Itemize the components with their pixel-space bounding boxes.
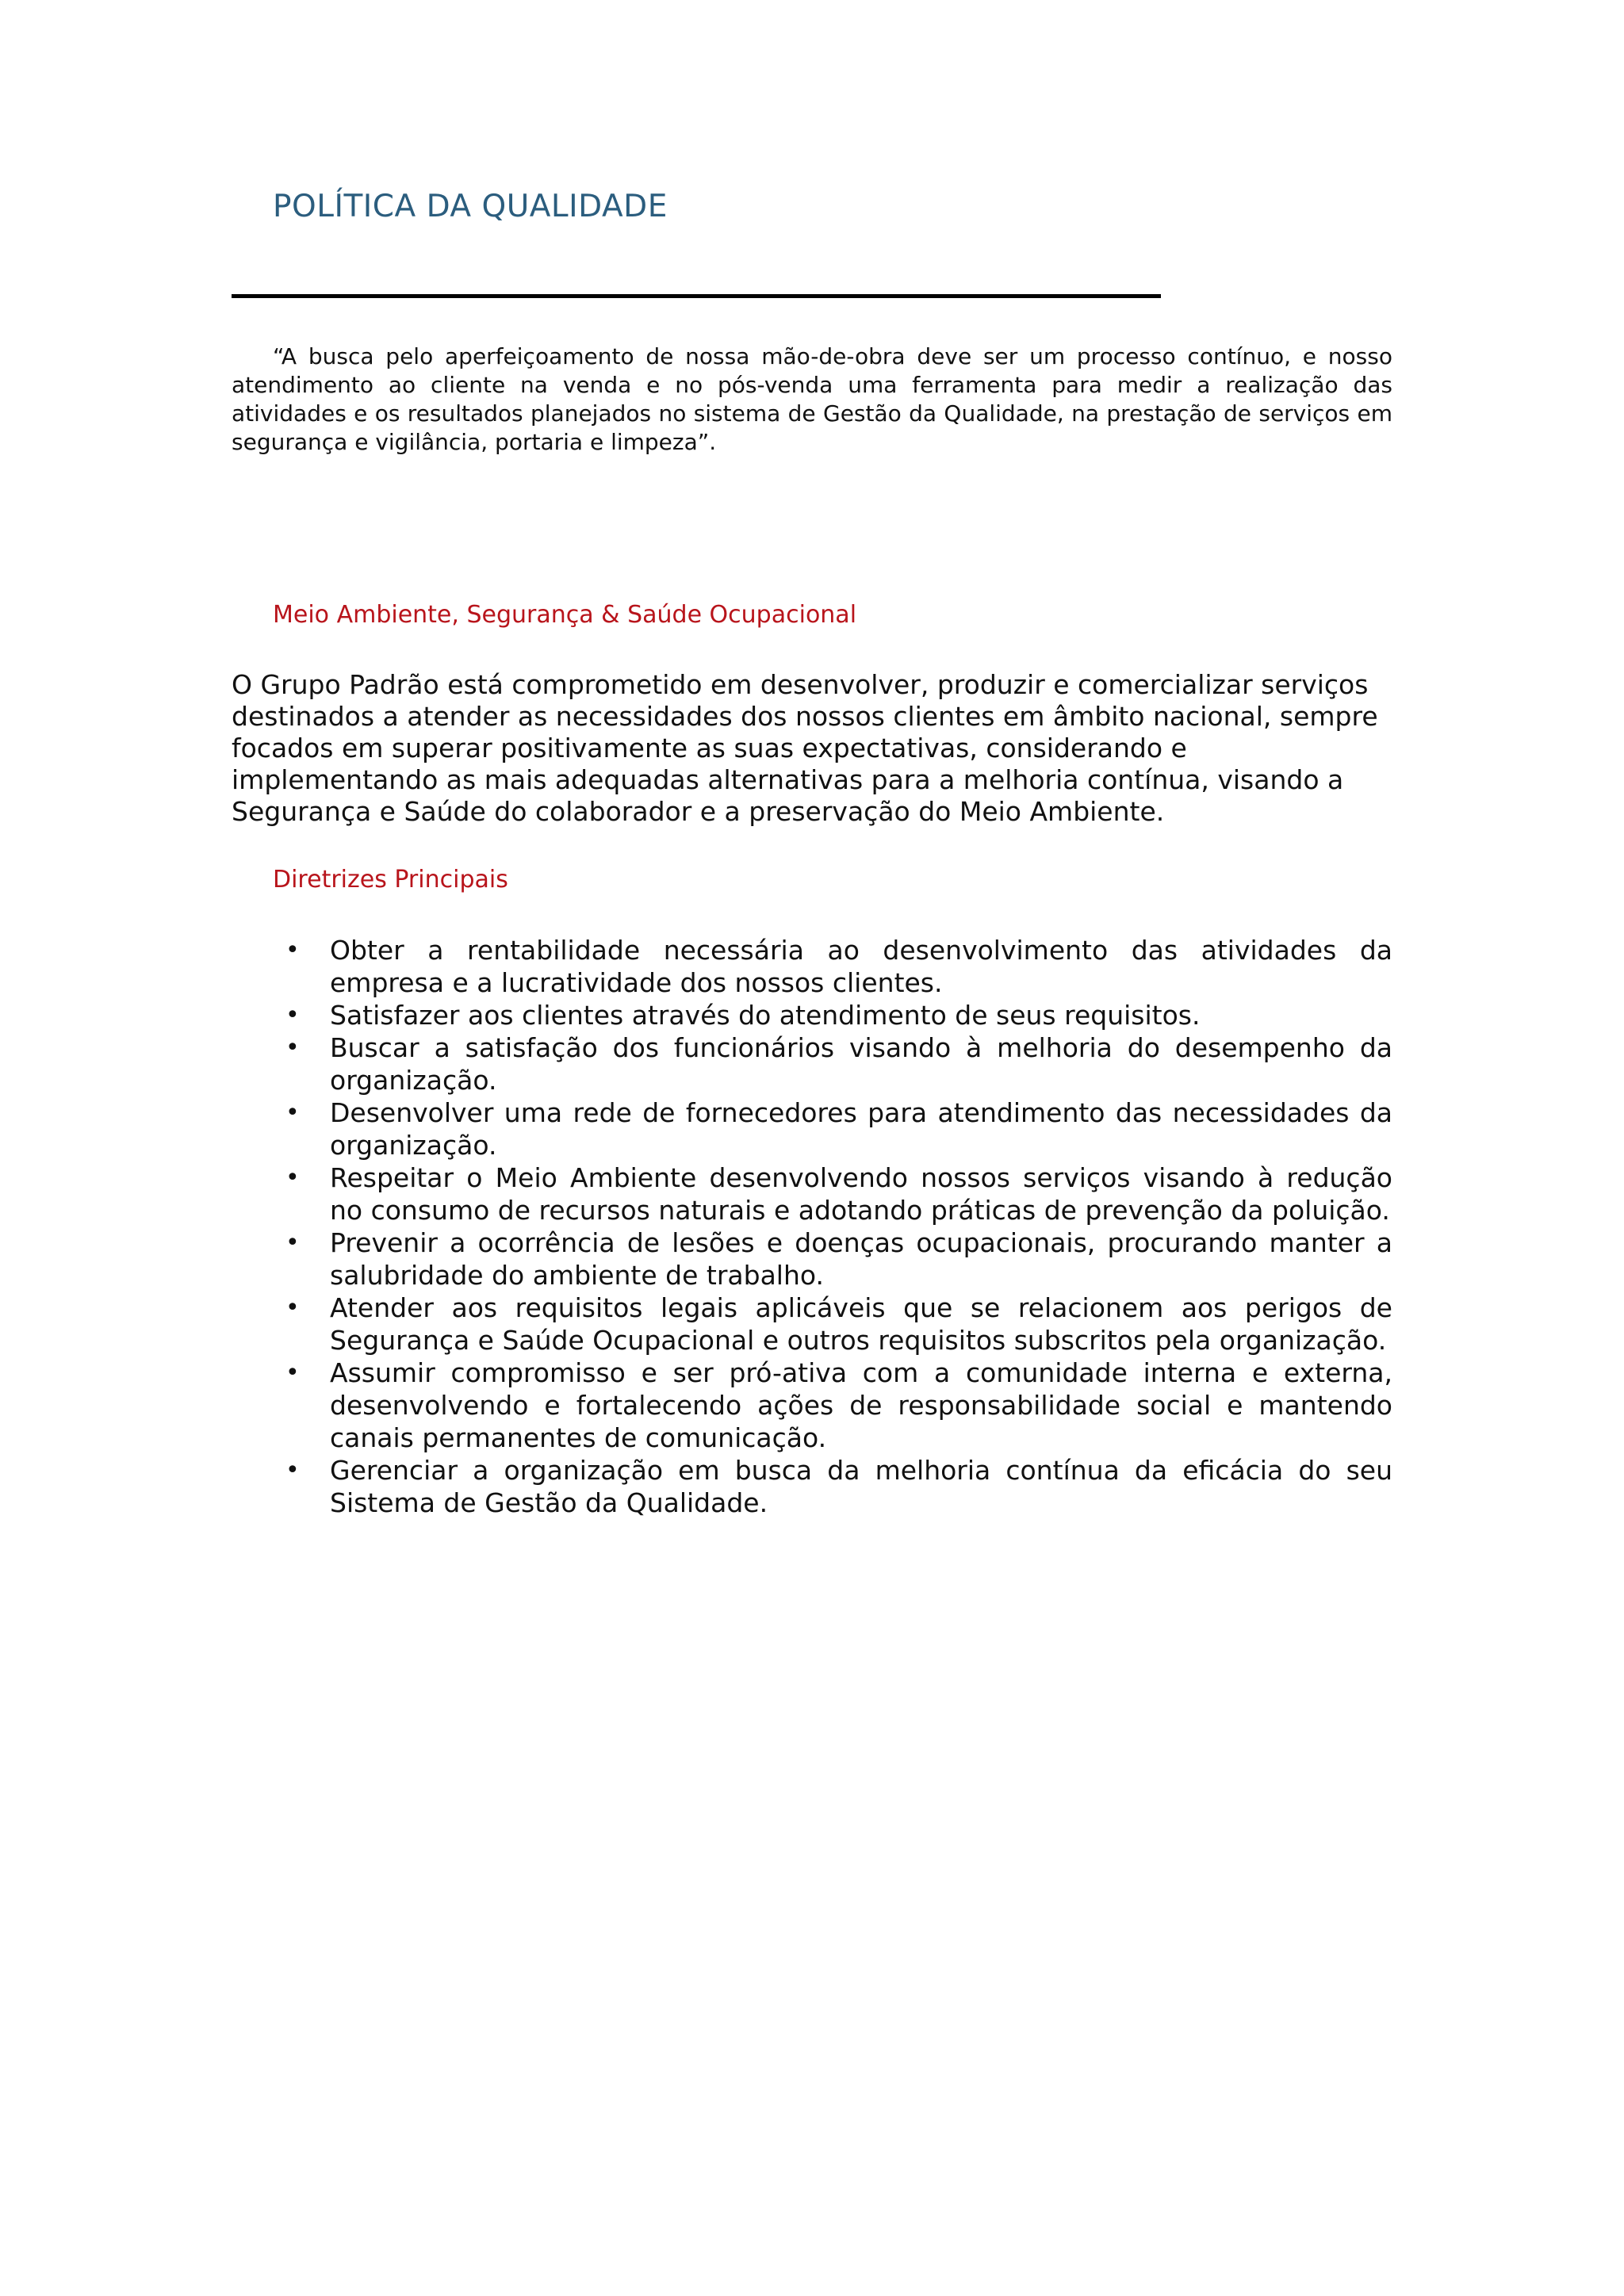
- bullet-icon: •: [285, 1001, 300, 1029]
- bullet-icon: •: [285, 1229, 300, 1257]
- title-divider: [232, 294, 1161, 298]
- bullet-icon: •: [285, 936, 300, 964]
- page-title: POLÍTICA DA QUALIDADE: [273, 189, 668, 224]
- list-item-text: Assumir compromisso e ser pró-ativa com a comunidade interna e externa, desenvolvendo e fortalecendo ações de responsabilidade social e mantendo canais permanentes de comunicação.: [330, 1357, 1392, 1453]
- bullet-icon: •: [285, 1359, 300, 1387]
- list-item-text: Buscar a satisfação dos funcionários visando à melhoria do desempenho da organização.: [330, 1032, 1392, 1096]
- section-heading-guidelines: Diretrizes Principais: [273, 866, 508, 894]
- list-item-text: Respeitar o Meio Ambiente desenvolvendo nossos serviços visando à redução no consumo de recursos naturais e adotando práticas de prevenção da poluição.: [330, 1162, 1392, 1226]
- list-item: [232, 1031, 1392, 1096]
- list-item-text: Gerenciar a organização em busca da melhoria contínua da eficácia do seu Sistema de Gestão da Qualidade.: [330, 1455, 1392, 1518]
- bullet-icon: •: [285, 1099, 300, 1127]
- list-item-text: Desenvolver uma rede de fornecedores para atendimento das necessidades da organização.: [330, 1097, 1392, 1161]
- list-item-text: Prevenir a ocorrência de lesões e doenças ocupacionais, procurando manter a salubridade do ambiente de trabalho.: [330, 1227, 1392, 1291]
- section-heading-environment-safety: Meio Ambiente, Segurança & Saúde Ocupacional: [273, 601, 857, 629]
- list-item: [232, 934, 1392, 999]
- list-item: [232, 1454, 1392, 1519]
- list-item: [232, 1226, 1392, 1292]
- list-item: [232, 1096, 1392, 1161]
- list-item-text: Satisfazer aos clientes através do atendimento de seus requisitos.: [330, 1000, 1201, 1031]
- list-item: [232, 999, 1392, 1031]
- list-item-text: Obter a rentabilidade necessária ao desenvolvimento das atividades da empresa e a lucratividade dos nossos clientes.: [330, 935, 1392, 998]
- bullet-icon: •: [285, 1294, 300, 1322]
- list-item: [232, 1161, 1392, 1226]
- section-paragraph-commitment: O Grupo Padrão está comprometido em desenvolver, produzir e comercializar serviços destinados a atender as necessidades dos nossos clientes em âmbito nacional, sempre focados em superar positivamente as suas expectativas, considerando e implementando as mais adequadas alternativas para a melhoria contínua, visando a Segurança e Saúde do colaborador e a preservação do Meio Ambiente.: [232, 669, 1378, 827]
- list-item-text: Atender aos requisitos legais aplicáveis que se relacionem aos perigos de Segurança e Saúde Ocupacional e outros requisitos subscritos pela organização.: [330, 1292, 1392, 1356]
- list-item: [232, 1357, 1392, 1454]
- bullet-icon: •: [285, 1164, 300, 1192]
- quality-policy-quote: “A busca pelo aperfeiçoamento de nossa mão-de-obra deve ser um processo contínuo, e nosso atendimento ao cliente na venda e no pós-venda uma ferramenta para medir a realização das atividades e os resultados planejados no sistema de Gestão da Qualidade, na prestação de serviços em segurança e vigilância, portaria e limpeza”.: [232, 343, 1392, 455]
- list-item: [232, 1292, 1392, 1357]
- bullet-icon: •: [285, 1456, 300, 1484]
- guidelines-list: [232, 934, 1392, 1519]
- bullet-icon: •: [285, 1034, 300, 1062]
